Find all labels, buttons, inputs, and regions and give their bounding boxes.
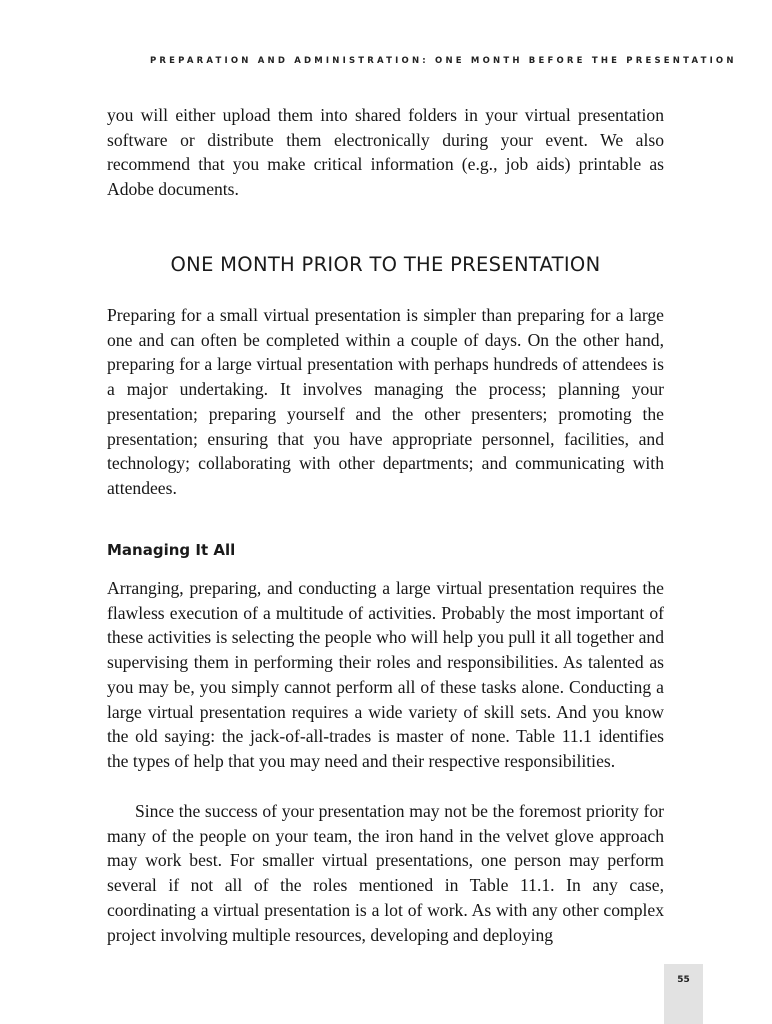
page-number-tab [664,964,703,1024]
subsection-paragraph-1: Arranging, preparing, and conducting a large virtual presentation requires the flawless execution of a multitude of activities. Probably the most important of these activities is selecting the people who will help you pull it all together and supervising them in performing their roles and responsibilities. As talented as you may be, you simply cannot perform all of these tasks alone. Conducting a large virtual presentation requires a wide variety of skill sets. And you know the old saying: the jack-of-all-trades is master of none. Table 11.1 identifies the types of help that you may need and their respective responsibilities. [107,578,664,771]
subsection-paragraph-2: Since the success of your presentation may not be the foremost priority for many of the people on your team, the iron hand in the velvet glove approach may work best. For smaller virtual presentations, one person may perform several if not all of the roles mentioned in Table 11.1. In any case, coordinating a virtual presentation is a lot of work. As with any other complex project involving multiple resources, developing and deploying [107,801,664,945]
intro-paragraph: you will either upload them into shared folders in your virtual presentation software or distribute them electronically during your event. We also recommend that you make critical information (e.g., job aids) printable as Adobe documents. [107,105,664,200]
section-heading: ONE MONTH PRIOR TO THE PRESENTATION [170,253,601,276]
section-paragraph: Preparing for a small virtual presentation is simpler than preparing for a large one and can often be completed within a couple of days. On the other hand, preparing for a large virtual presentation with perhaps hundreds of attendees is a major undertaking. It involves managing the process; planning your presentation; preparing yourself and the other presenters; promoting the presentation; ensuring that you have appropriate personnel, facilities, and technology; collaborating with other departments; and communicating with attendees. [107,305,664,498]
page-number: 55 [677,975,690,985]
subsection-heading: Managing It All [107,541,236,559]
running-head: PREPARATION AND ADMINISTRATION: ONE MONTH BEFORE THE PRESENTATION [150,56,737,66]
